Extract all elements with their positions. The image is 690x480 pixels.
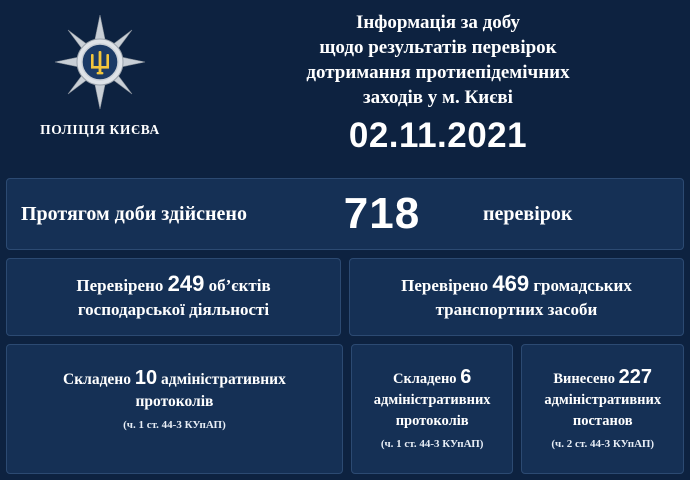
header-title xyxy=(200,0,690,156)
stat-objects-second-line: господарської діяльності xyxy=(77,300,270,319)
stat-transport-prefix: Перевірено xyxy=(401,276,489,295)
stat-resolutions-prefix: Винесено xyxy=(553,371,616,387)
stat-resolutions-value: 227 xyxy=(618,366,653,388)
stat-protocols-part1-prefix: Складено xyxy=(63,371,131,388)
total-checks-label: Протягом доби здійснено xyxy=(21,202,247,225)
total-checks-value: 718 xyxy=(343,189,421,238)
stat-protocols-part1-suffix: адміністративних xyxy=(160,371,286,388)
stat-resolutions-note: (ч. 2 ст. 44-3 КУпАП) xyxy=(551,438,655,450)
logo-caption: ПОЛІЦІЯ КИЄВА xyxy=(40,122,160,137)
title-line-2: щодо результатів перевірок xyxy=(319,37,557,58)
stat-transport-value: 469 xyxy=(492,271,530,296)
stat-transport-panel xyxy=(349,258,684,336)
report-date: 02.11.2021 xyxy=(348,116,528,155)
stat-resolutions-second-line: адміністративних xyxy=(544,392,662,408)
stat-protocols-part2-third-line: протоколів xyxy=(395,413,469,429)
stat-protocols-part2-second-line: адміністративних xyxy=(373,392,491,408)
stat-protocols-part1-value: 10 xyxy=(134,367,158,389)
bottom-stats-row xyxy=(6,344,684,474)
stat-objects-suffix: об’єктів xyxy=(208,276,271,295)
title-line-1: Інформація за добу xyxy=(355,12,521,33)
stat-objects-panel xyxy=(6,258,341,336)
stat-protocols-part1-note: (ч. 1 ст. 44-3 КУпАП) xyxy=(123,419,226,431)
title-line-4: заходів у м. Києві xyxy=(363,87,513,108)
logo-block xyxy=(0,0,200,138)
stat-resolutions-panel xyxy=(521,344,684,474)
stat-protocols-part2-note: (ч. 1 ст. 44-3 КУпАП) xyxy=(380,438,484,450)
title-line-3: дотримання протиепідемічних xyxy=(306,62,570,83)
stat-resolutions-third-line: постанов xyxy=(572,413,633,429)
header xyxy=(0,0,690,168)
middle-stats-row xyxy=(6,258,684,336)
stat-transport-suffix: громадських xyxy=(533,276,632,295)
stat-protocols-part2-prefix: Складено xyxy=(392,371,457,387)
total-checks-suffix: перевірок xyxy=(483,202,573,225)
stat-objects-prefix: Перевірено xyxy=(76,276,164,295)
stat-protocols-part2-panel xyxy=(351,344,514,474)
stat-protocols-part1-second-line: протоколів xyxy=(135,393,214,410)
total-checks-panel xyxy=(6,178,684,250)
stat-protocols-part1-panel xyxy=(6,344,343,474)
stat-transport-second-line: транспортних засоби xyxy=(435,300,598,319)
police-star-emblem-icon xyxy=(54,14,146,110)
stat-objects-value: 249 xyxy=(167,271,205,296)
stat-protocols-part2-value: 6 xyxy=(460,366,472,388)
